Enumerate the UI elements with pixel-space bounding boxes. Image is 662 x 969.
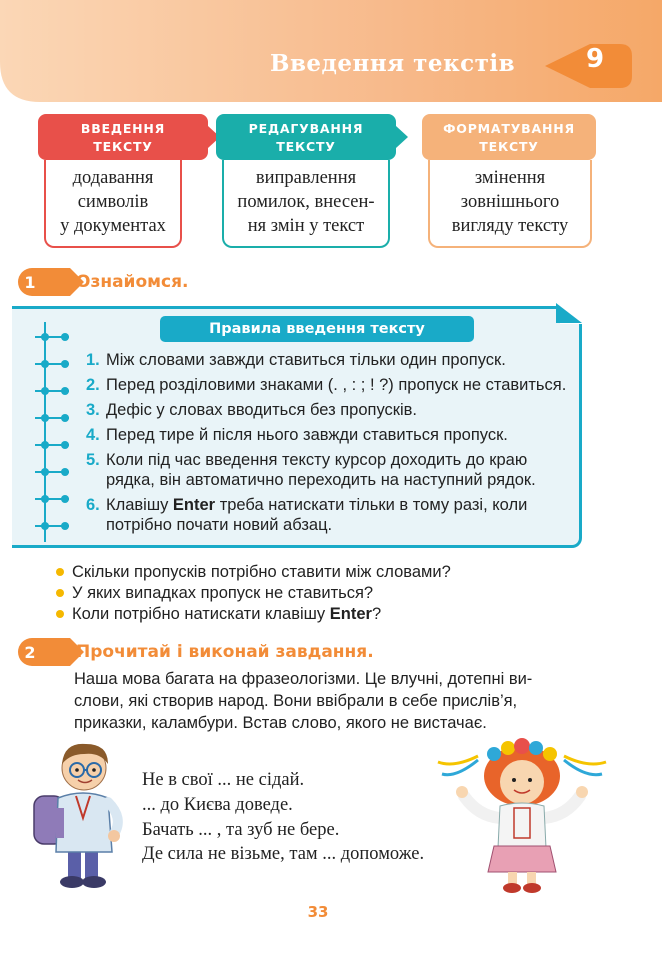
bullet-icon [56, 610, 64, 618]
rule-number: 6. [86, 496, 100, 514]
notebook-ring-icon [35, 525, 69, 527]
definition-card-body [222, 160, 390, 248]
chapter-header [0, 0, 662, 102]
rule-text-pre: Клавішу [106, 496, 173, 514]
proverb-line: Де сила не візьме, там ... допоможе. [142, 844, 425, 864]
task-intro [74, 668, 584, 734]
rule-text: Між словами завжди ставиться тільки один пропуск. [106, 351, 506, 369]
definition-title-line1: ВВЕДЕННЯ [80, 121, 166, 136]
rule-text-line: Коли під час введення тексту курсор доходить до краю [106, 451, 528, 469]
proverb-line: ... до Києва доведе. [142, 795, 293, 815]
definition-card-formatting [422, 114, 592, 248]
rules-title: Правила введення тексту [160, 316, 474, 342]
rule-number: 5. [86, 451, 100, 469]
question-text: Скільки пропусків потрібно ставити між словами? [72, 563, 451, 581]
notebook-spine [44, 322, 46, 542]
rule-item [86, 350, 572, 370]
notebook-ring-icon [35, 498, 69, 500]
definition-line: додавання [72, 168, 154, 188]
rule-item [86, 375, 572, 395]
definition-card-header [216, 114, 396, 160]
page-number: 33 [307, 903, 329, 921]
arrow-right-icon [396, 126, 408, 148]
proverb-line: Бачать ... , та зуб не бере. [142, 820, 340, 840]
question-text: У яких випадках пропуск не ставиться? [72, 584, 374, 602]
proverb-line: Не в свої ... не сідай. [142, 770, 305, 790]
rule-text: Перед розділовими знаками (. , : ; ! ?) пропуск не ставиться. [106, 376, 567, 394]
definition-title-line2: ТЕКСТУ [93, 139, 153, 154]
page-fold-corner [556, 303, 582, 323]
rule-text-line: рядка, він автоматично переходить на наступний рядок. [106, 471, 536, 489]
rule-item [86, 425, 572, 445]
question-text-post: ? [371, 605, 382, 623]
enter-key-label: Enter [172, 496, 216, 514]
rule-text-line [86, 495, 572, 515]
section-title: Ознайомся. [76, 272, 189, 292]
notebook-ring-icon [35, 336, 69, 338]
rule-number: 2. [86, 376, 100, 394]
definition-title-line1: РЕДАГУВАННЯ [248, 121, 364, 136]
definition-line: виправлення [255, 168, 357, 188]
rule-item [86, 450, 572, 490]
section-number: 2 [24, 643, 36, 662]
rule-number: 4. [86, 426, 100, 444]
notebook-ring-icon [35, 471, 69, 473]
rule-text-line: потрібно почати новий абзац. [106, 516, 333, 534]
notebook-ring-icon [35, 390, 69, 392]
notebook-ring-icon [35, 444, 69, 446]
enter-key-label: Enter [329, 605, 372, 623]
definition-card-header [422, 114, 596, 160]
rule-item [86, 495, 572, 535]
definition-title-line2: ТЕКСТУ [276, 139, 336, 154]
definition-line: вигляду тексту [451, 216, 569, 236]
question-text [56, 604, 381, 624]
definition-line: зовнішнього [460, 192, 560, 212]
rule-number: 3. [86, 401, 100, 419]
definition-card-body [428, 160, 592, 248]
bullet-icon [56, 568, 64, 576]
rule-item [86, 400, 572, 420]
task-intro-line: приказки, каламбури. Встав слово, якого не вистачає. [74, 714, 487, 732]
definition-title-line2: ТЕКСТУ [479, 139, 539, 154]
rule-text: Перед тире й після нього завжди ставиться пропуск. [106, 426, 508, 444]
question-item [56, 583, 373, 603]
chapter-title: Введення текстів [270, 50, 516, 77]
question-item [56, 562, 451, 582]
definition-card-header [38, 114, 208, 160]
question-item [56, 604, 381, 624]
rule-text: Дефіс у словах вводиться без пропусків. [106, 401, 418, 419]
section-number: 1 [24, 273, 36, 292]
question-text-pre: Коли потрібно натискати клавішу [72, 605, 330, 623]
chapter-number: 9 [585, 44, 605, 74]
definition-line: ня змін у текст [247, 216, 365, 236]
task-intro-line: слови, які створив народ. Вони ввібрали в себе прислів’я, [74, 692, 518, 710]
notebook-ring-icon [35, 363, 69, 365]
definition-title-line1: ФОРМАТУВАННЯ [443, 121, 575, 136]
notebook-ring-icon [35, 417, 69, 419]
rule-number: 1. [86, 351, 100, 369]
boy-illustration [28, 738, 140, 890]
task-intro-line: Наша мова багата на фразеологізми. Це влучні, дотепні ви- [74, 670, 533, 688]
girl-illustration [434, 738, 612, 894]
section-title: Прочитай і виконай завдання. [76, 642, 374, 662]
definition-card-body [44, 160, 182, 248]
rule-text-post: треба натискати тільки в тому разі, коли [215, 496, 528, 514]
definition-line: у документах [60, 216, 166, 236]
definition-line: помилок, внесен- [237, 192, 375, 212]
definition-line: символів [77, 192, 149, 212]
bullet-icon [56, 589, 64, 597]
definition-line: змінення [474, 168, 546, 188]
definition-card-editing [216, 114, 386, 248]
definition-card-input [38, 114, 208, 248]
